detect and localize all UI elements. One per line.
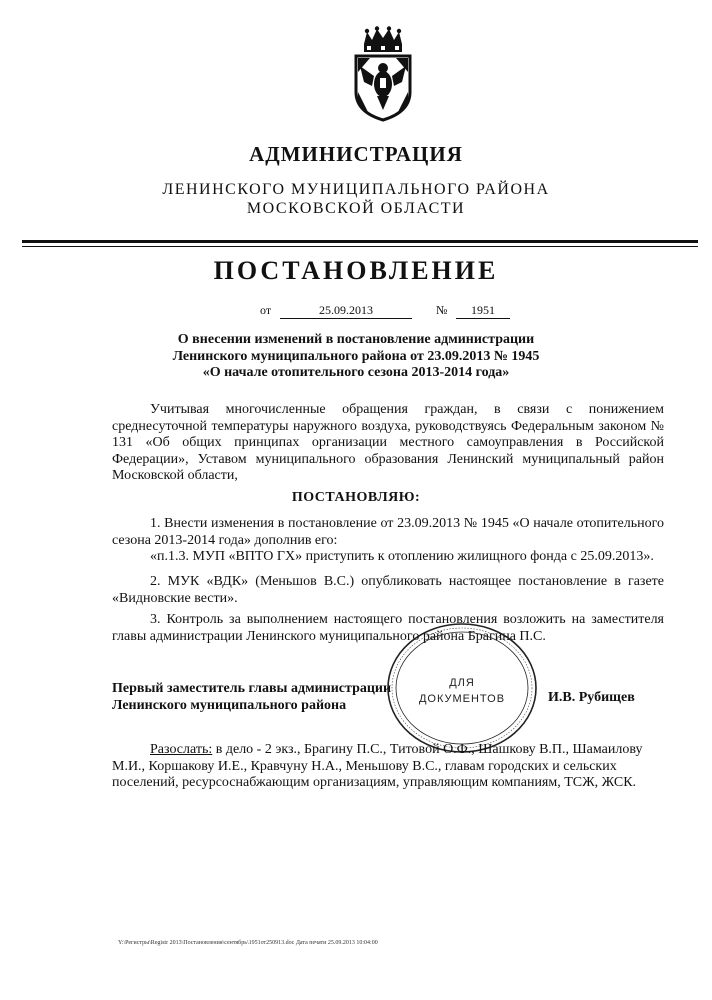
distribution-list [112,742,672,792]
date-field [280,303,412,319]
district-line-1: ЛЕНИНСКОГО МУНИЦИПАЛЬНОГО РАЙОНА [162,181,550,198]
file-path-footer: Y:\Регистры\Registr 2013\Постановления\сентябрь\1951от250913.doc Дата печати 25.09.2013 10:04:00 [118,940,378,946]
subject-line-1: О внесении изменений в постановление администрации [177,332,535,347]
round-stamp [382,618,542,758]
document-subject [0,332,712,382]
signatory-position-line-2: Ленинского муниципального района [112,698,347,713]
signatory-name: И.В. Рубищев [548,690,635,705]
document-date: 25.09.2013 [280,303,412,319]
subject-line-3: «О начале отопительного сезона 2013-2014 года» [202,365,510,380]
district-name [0,180,712,218]
stamp-text-1: ДЛЯ [449,677,475,689]
administration-title: АДМИНИСТРАЦИЯ [249,142,463,166]
preamble-paragraph: Учитывая многочисленные обращения граждан, в связи с понижением среднесуточной температуры наружного воздуха, руководствуясь Федеральным законом № 131 «Об общих принципах организации местного самоуправления в Российской Федерации», Уставом муниципального образования Ленинский муниципальный район Московской области, [112,402,664,483]
number-field [456,303,510,319]
district-line-2: МОСКОВСКОЙ ОБЛАСТИ [246,200,466,217]
distribution-text: в дело - 2 экз., Брагину П.С., Титовой О.Ф., Шашкову В.П., Шамаилову М.И., Коршакову И.Е., Кравчуну Н.А., Меньшову В.С., главам городских и сельских поселений, ресурсоснабжающим организациям, управляющим компаниям, ТСЖ, ЖСК. [112,742,643,790]
date-prefix: от [260,303,272,317]
stamp-text-2: ДОКУМЕНТОВ [418,693,506,705]
decree-heading: ПОСТАНОВЛЯЮ: [291,490,421,505]
document-type-title: ПОСТАНОВЛЕНИЕ [213,256,499,285]
item-1: 1. Внести изменения в постановление от 23.09.2013 № 1945 «О начале отопительного сезона 2013-2014 года» дополнив его: [112,516,664,548]
document-number: 1951 [456,303,510,319]
header-rule-thick [22,240,698,243]
header-rule-thin [22,246,698,247]
item-2: 2. МУК «ВДК» (Меньшов В.С.) опубликовать настоящее постановление в газете «Видновские вести». [112,574,664,606]
item-3: 3. Контроль за выполнением настоящего постановления возложить на заместителя главы администрации Ленинского муниципального района Брагина П.С. [112,612,664,644]
distribution-label: Разослать: [150,742,213,757]
number-prefix: № [436,303,448,317]
item-1-addition: «п.1.3. МУП «ВПТО ГХ» приступить к отоплению жилищного фонда с 25.09.2013». [150,549,654,564]
signatory-position-line-1: Первый заместитель главы администрации [112,681,392,696]
signatory-position [112,680,391,714]
subject-line-2: Ленинского муниципального района от 23.09.2013 № 1945 [172,348,540,364]
coat-of-arms-emblem [350,26,416,122]
